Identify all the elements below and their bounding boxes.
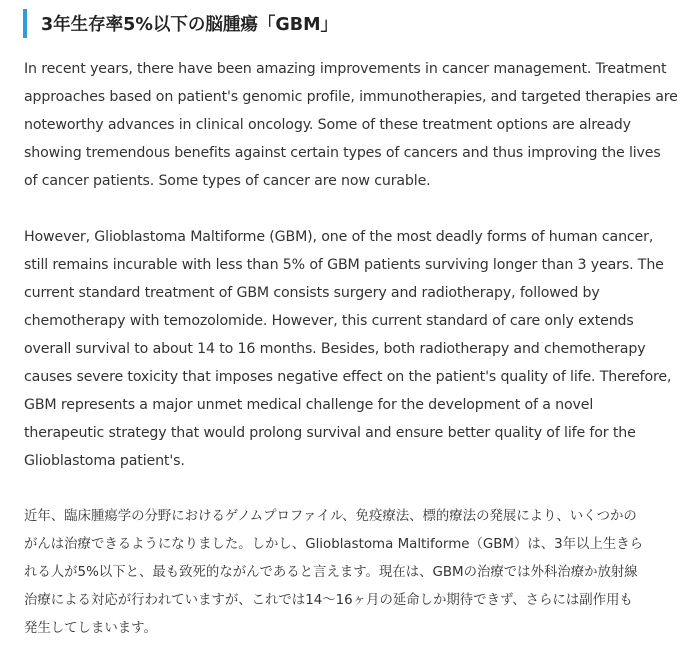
article-body [24,55,680,643]
paragraph-english-2 [24,223,680,475]
paragraph-line: がんは治療できるようになりました。しかし、Glioblastoma Maltiforme（GBM）は、3年以上生きら [24,537,644,552]
paragraph-line: In recent years, there have been amazing improvements in cancer management. Treatment [24,61,667,77]
paragraph-line: However, Glioblastoma Maltiforme (GBM), one of the most deadly forms of human cancer, [24,229,654,245]
paragraph-line: causes severe toxicity that imposes negative effect on the patient's quality of life. Therefore, [24,369,672,385]
paragraph-line: approaches based on patient's genomic profile, immunotherapies, and targeted therapies are [24,89,678,105]
paragraph-japanese [24,503,680,643]
paragraph-line: showing tremendous benefits against certain types of cancers and thus improving the lives [24,145,661,161]
paragraph-english-1 [24,55,680,195]
paragraph-line: of cancer patients. Some types of cancer are now curable. [24,173,431,189]
paragraph-line: 近年、臨床腫瘍学の分野におけるゲノムプロファイル、免疫療法、標的療法の発展により、いくつかの [24,509,637,524]
paragraph-line: れる人が5%以下と、最も致死的ながんであると言えます。現在は、GBMの治療では外科治療か放射線 [24,565,638,580]
paragraph-line: 治療による対応が行われていますが、これでは14〜16ヶ月の延命しか期待できず、さらには副作用も [24,593,633,608]
paragraph-line: current standard treatment of GBM consists surgery and radiotherapy, followed by [24,285,600,301]
paragraph-line: still remains incurable with less than 5% of GBM patients surviving longer than 3 years. The [24,257,664,273]
section-heading [23,9,683,38]
paragraph-line: noteworthy advances in clinical oncology. Some of these treatment options are already [24,117,631,133]
paragraph-line: GBM represents a major unmet medical challenge for the development of a novel [24,397,594,413]
paragraph-line: overall survival to about 14 to 16 months. Besides, both radiotherapy and chemotherapy [24,341,646,357]
paragraph-line: therapeutic strategy that would prolong survival and ensure better quality of life for the [24,425,636,441]
paragraph-line: 発生してしまいます。 [24,621,157,636]
paragraph-line: chemotherapy with temozolomide. However, this current standard of care only extends [24,313,634,329]
paragraph-line: Glioblastoma patient's. [24,453,185,469]
heading-title: 3年生存率5%以下の脳腫瘍「GBM」 [41,15,339,35]
